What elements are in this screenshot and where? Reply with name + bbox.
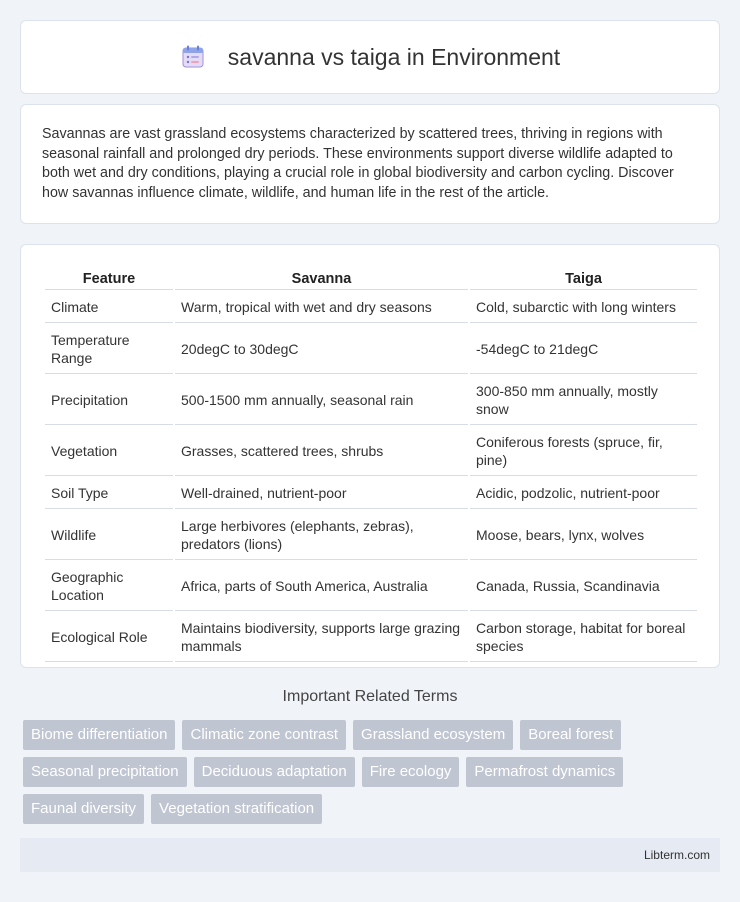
row-savanna: Maintains biodiversity, supports large grazing mammals bbox=[175, 613, 468, 662]
term-tag[interactable]: Seasonal precipitation bbox=[23, 757, 187, 787]
row-feature: Geographic Location bbox=[45, 562, 173, 611]
calendar-list-icon bbox=[180, 44, 206, 70]
row-savanna: Africa, parts of South America, Australia bbox=[175, 562, 468, 611]
row-savanna: Large herbivores (elephants, zebras), predators (lions) bbox=[175, 511, 468, 560]
table-row bbox=[45, 511, 697, 560]
table-row bbox=[45, 376, 697, 425]
related-terms-list bbox=[23, 720, 713, 831]
term-tag[interactable]: Grassland ecosystem bbox=[353, 720, 513, 750]
row-taiga: Carbon storage, habitat for boreal species bbox=[470, 613, 697, 662]
header-card bbox=[20, 20, 720, 94]
page-title: savanna vs taiga in Environment bbox=[227, 43, 561, 70]
row-savanna: Grasses, scattered trees, shrubs bbox=[175, 427, 468, 476]
row-feature: Ecological Role bbox=[45, 613, 173, 662]
table-row bbox=[45, 292, 697, 323]
header-taiga: Taiga bbox=[470, 267, 697, 290]
term-tag[interactable]: Boreal forest bbox=[520, 720, 621, 750]
row-taiga: Coniferous forests (spruce, fir, pine) bbox=[470, 427, 697, 476]
table-row bbox=[45, 325, 697, 374]
term-tag[interactable]: Permafrost dynamics bbox=[466, 757, 623, 787]
row-savanna: Well-drained, nutrient-poor bbox=[175, 478, 468, 509]
intro-text: Savannas are vast grassland ecosystems characterized by scattered trees, thriving in regions with seasonal rainfall and prolonged dry periods. These environments support diverse wildlife adapted to both wet and dry conditions, playing a crucial role in global biodiversity and carbon cycling. Discover how savannas influence climate, wildlife, and human life in the rest of the article. bbox=[42, 126, 674, 201]
row-feature: Soil Type bbox=[45, 478, 173, 509]
row-feature: Climate bbox=[45, 292, 173, 323]
row-taiga: Moose, bears, lynx, wolves bbox=[470, 511, 697, 560]
row-savanna: 500-1500 mm annually, seasonal rain bbox=[175, 376, 468, 425]
comparison-table bbox=[43, 265, 699, 664]
table-row bbox=[45, 613, 697, 662]
row-taiga: -54degC to 21degC bbox=[470, 325, 697, 374]
footer bbox=[20, 838, 720, 872]
row-taiga: Cold, subarctic with long winters bbox=[470, 292, 697, 323]
term-tag[interactable]: Faunal diversity bbox=[23, 794, 144, 824]
related-terms-title: Important Related Terms bbox=[282, 688, 458, 705]
row-feature: Precipitation bbox=[45, 376, 173, 425]
table-header-row bbox=[45, 267, 697, 290]
row-feature: Temperature Range bbox=[45, 325, 173, 374]
term-tag[interactable]: Climatic zone contrast bbox=[182, 720, 346, 750]
comparison-table-card bbox=[20, 244, 720, 668]
term-tag[interactable]: Deciduous adaptation bbox=[194, 757, 355, 787]
intro-card bbox=[20, 104, 720, 224]
row-feature: Wildlife bbox=[45, 511, 173, 560]
row-taiga: 300-850 mm annually, mostly snow bbox=[470, 376, 697, 425]
row-taiga: Acidic, podzolic, nutrient-poor bbox=[470, 478, 697, 509]
table-row bbox=[45, 427, 697, 476]
header-feature: Feature bbox=[45, 267, 173, 290]
table-row bbox=[45, 478, 697, 509]
term-tag[interactable]: Biome differentiation bbox=[23, 720, 175, 750]
header-savanna: Savanna bbox=[175, 267, 468, 290]
row-savanna: Warm, tropical with wet and dry seasons bbox=[175, 292, 468, 323]
row-savanna: 20degC to 30degC bbox=[175, 325, 468, 374]
table-row bbox=[45, 562, 697, 611]
footer-link[interactable]: Libterm.com bbox=[643, 848, 710, 862]
row-taiga: Canada, Russia, Scandinavia bbox=[470, 562, 697, 611]
term-tag[interactable]: Vegetation stratification bbox=[151, 794, 322, 824]
term-tag[interactable]: Fire ecology bbox=[362, 757, 460, 787]
row-feature: Vegetation bbox=[45, 427, 173, 476]
